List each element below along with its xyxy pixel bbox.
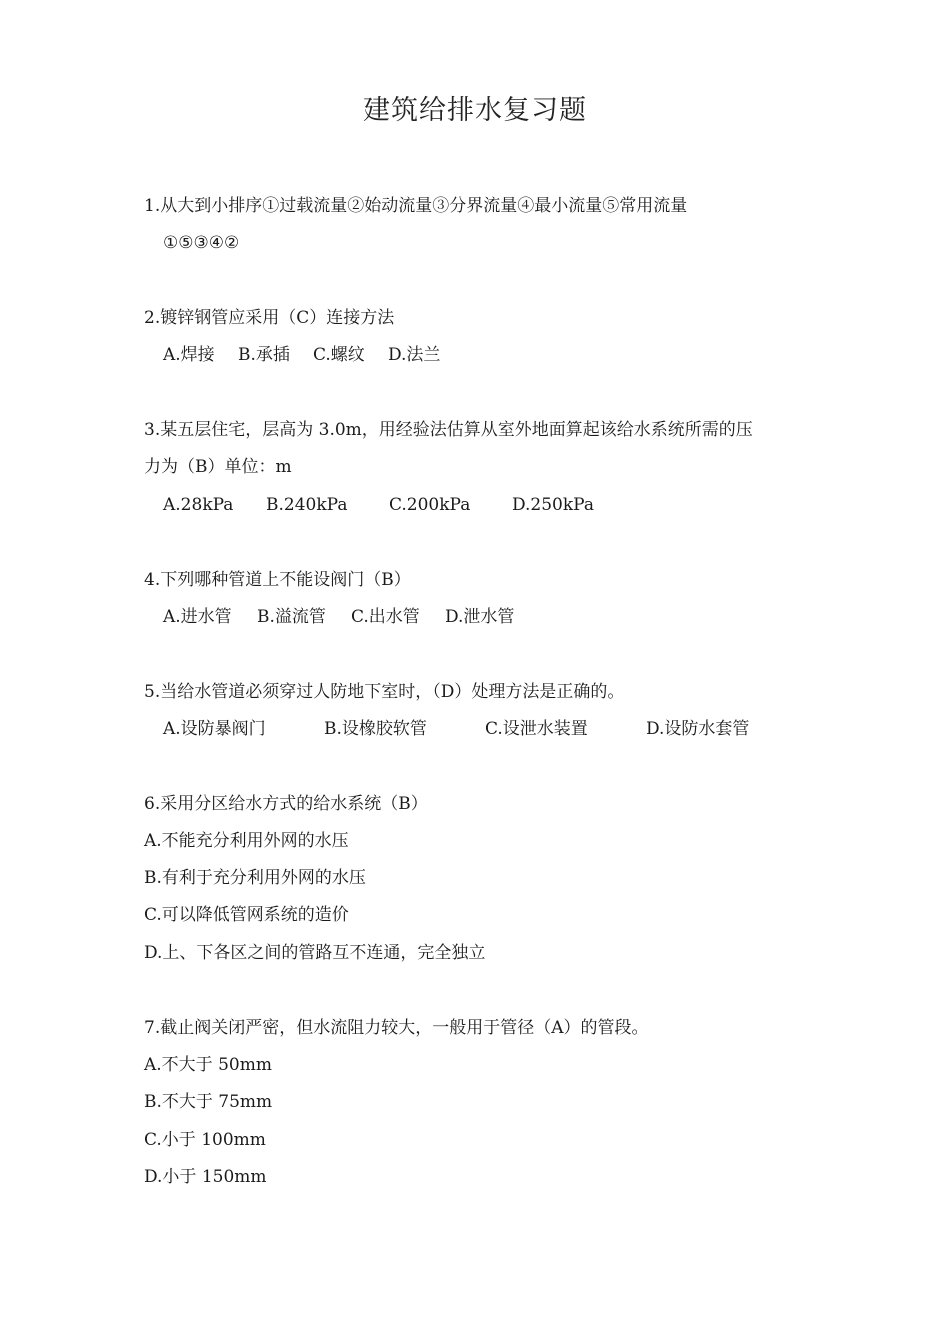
question-1-answer: ①⑤③④② (163, 233, 240, 253)
question-7-option-b: B.不大于 75mm (144, 1092, 273, 1112)
question-7-stem: 7.截止阀关闭严密，但水流阻力较大，一般用于管径（A）的管段。 (144, 1018, 649, 1038)
question-4-option-a: A.进水管 (163, 607, 232, 627)
question-2-option-b: B.承插 (238, 345, 290, 365)
question-2-option-d: D.法兰 (388, 345, 441, 365)
question-3-option-c: C.200kPa (389, 495, 471, 515)
question-2-option-a: A.焊接 (163, 345, 215, 365)
question-5-stem: 5.当给水管道必须穿过人防地下室时，（D）处理方法是正确的。 (144, 682, 625, 702)
question-7-option-c: C.小于 100mm (144, 1130, 266, 1150)
question-4-option-d: D.泄水管 (445, 607, 515, 627)
question-5-option-b: B.设橡胶软管 (324, 719, 427, 739)
question-5-option-d: D.设防水套管 (646, 719, 750, 739)
question-5-option-c: C.设泄水装置 (485, 719, 588, 739)
question-7-option-a: A.不大于 50mm (144, 1055, 272, 1075)
question-7-option-d: D.小于 150mm (144, 1167, 267, 1187)
question-3-option-a: A.28kPa (163, 495, 234, 515)
question-6-stem: 6.采用分区给水方式的给水系统（B） (144, 794, 428, 814)
question-4-option-b: B.溢流管 (257, 607, 326, 627)
question-6-option-a: A.不能充分利用外网的水压 (144, 831, 349, 851)
question-3-option-b: B.240kPa (266, 495, 348, 515)
question-3-stem-line-1: 3.某五层住宅，层高为 3.0m，用经验法估算从室外地面算起该给水系统所需的压 (144, 420, 753, 440)
question-3-stem-line-2: 力为（B）单位：m (144, 457, 292, 477)
question-4-stem: 4.下列哪种管道上不能设阀门（B） (144, 570, 411, 590)
question-2-option-c: C.螺纹 (313, 345, 365, 365)
question-5-option-a: A.设防暴阀门 (163, 719, 266, 739)
question-3-option-d: D.250kPa (512, 495, 594, 515)
question-6-option-c: C.可以降低管网系统的造价 (144, 905, 349, 925)
question-6-option-d: D.上、下各区之间的管路互不连通，完全独立 (144, 943, 486, 963)
question-6-option-b: B.有利于充分利用外网的水压 (144, 868, 366, 888)
page-title: 建筑给排水复习题 (363, 95, 587, 126)
question-4-option-c: C.出水管 (351, 607, 420, 627)
question-2-stem: 2.镀锌钢管应采用（C）连接方法 (144, 308, 395, 328)
question-1-stem: 1.从大到小排序①过载流量②始动流量③分界流量④最小流量⑤常用流量 (144, 196, 688, 216)
